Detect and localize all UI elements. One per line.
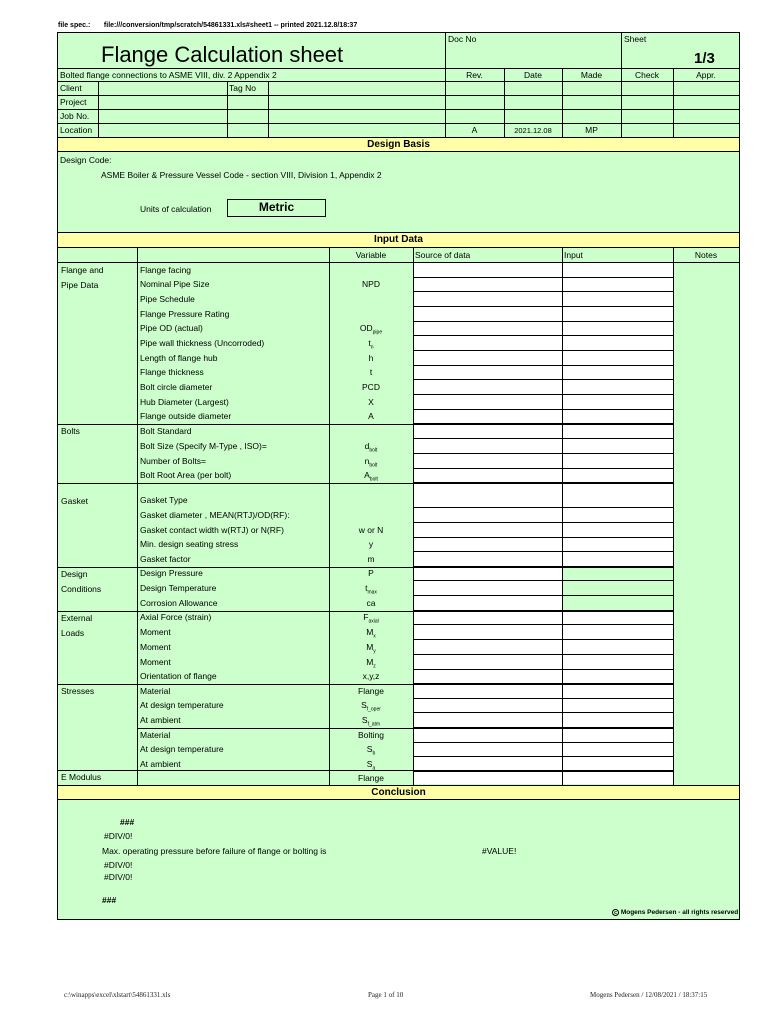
row-label: Gasket Type [140,495,188,505]
units-value[interactable]: Metric [227,199,326,217]
design-code-value: ASME Boiler & Pressure Vessel Code - section VIII, Division 1, Appendix 2 [101,170,382,180]
conclusion-heading: Conclusion [58,785,739,800]
source-cell[interactable] [414,440,561,452]
tag-label: Tag No [229,83,256,93]
source-cell[interactable] [414,509,561,521]
source-cell[interactable] [414,626,561,638]
row-variable-symbol: Bolting [358,730,384,740]
source-cell[interactable] [414,729,561,741]
source-cell[interactable] [414,524,561,536]
row-variable [329,628,413,640]
row-variable [329,324,413,336]
source-cell[interactable] [414,352,561,364]
check-label: Check [634,70,660,80]
row-variable [329,760,413,772]
row-label: Orientation of flange [140,671,217,681]
group-flange-pipe-1: Flange and [61,265,104,275]
row-variable [329,731,413,743]
group-flange-pipe-2: Pipe Data [61,280,99,290]
col-source: Source of data [415,250,471,260]
rev-label: Rev. [466,70,483,80]
source-cell[interactable] [414,699,561,711]
row-variable-symbol: PCD [362,382,380,392]
row-variable-symbol: t [369,367,373,377]
source-cell[interactable] [414,366,561,378]
source-cell[interactable] [414,758,561,770]
rev-value: A [471,125,478,135]
row-variable-symbol: P [368,568,374,578]
row-label: Flange outside diameter [140,411,232,421]
source-cell[interactable] [414,322,561,334]
row-label: At ambient [140,715,181,725]
row-variable-symbol: M [366,642,374,652]
col-variable: Variable [355,250,387,260]
row-label: Flange Pressure Rating [140,309,230,319]
row-variable [329,569,413,581]
project-label: Project [60,97,87,107]
copyright-icon: c [612,909,619,916]
row-label: Material [140,730,171,740]
row-variable-symbol: w or N [358,525,384,535]
row-variable [329,701,413,713]
source-cell[interactable] [414,772,561,784]
row-variable-symbol: M [366,657,374,667]
row-label: Flange facing [140,265,192,275]
row-variable-symbol: ca [366,598,376,608]
row-variable-symbol: S [366,744,373,754]
row-label: At design temperature [140,700,224,710]
row-variable-symbol: M [366,627,374,637]
source-cell[interactable] [414,582,561,594]
row-variable [329,280,413,292]
group-external-1: External [61,613,93,623]
conclusion-line2: #DIV/0! [104,831,133,841]
row-variable-symbol: m [367,554,375,564]
row-variable [329,716,413,728]
row-variable [329,442,413,454]
row-variable-symbol: A [368,411,374,421]
row-variable [329,457,413,469]
source-cell[interactable] [414,597,561,609]
source-cell[interactable] [414,410,561,422]
row-variable [329,412,413,424]
client-label: Client [60,83,82,93]
row-variable-symbol: S [366,759,373,769]
row-variable-symbol: X [368,397,374,407]
group-external-2: Loads [61,628,85,638]
row-label: Design Temperature [140,583,217,593]
row-label: Hub Diameter (Largest) [140,397,229,407]
row-variable-subscript: f_oper [366,706,381,713]
row-label: At ambient [140,759,181,769]
row-variable-symbol: h [368,353,374,363]
row-label: Length of flange hub [140,353,218,363]
row-variable [329,672,413,684]
source-cell[interactable] [414,743,561,755]
location-label: Location [60,125,93,135]
group-stresses: Stresses [61,686,95,696]
conclusion-line1: ### [120,817,135,827]
row-variable-subscript: max [367,589,377,596]
row-variable-symbol: S [361,700,367,710]
row-variable [329,339,413,351]
row-variable-symbol: t [365,583,368,593]
row-variable [329,471,413,483]
row-variable-symbol: NPD [362,279,380,289]
footer-page: Page 1 of 10 [368,991,404,999]
units-label: Units of calculation [140,204,212,214]
file-spec-label: file spec.: [58,22,91,29]
source-cell[interactable] [414,381,561,393]
row-label: Axial Force (strain) [140,612,212,622]
source-cell[interactable] [414,538,561,550]
col-input: Input [564,250,583,260]
row-variable-subscript: z [373,663,376,670]
row-label: Moment [140,642,171,652]
date-label: Date [524,70,542,80]
source-cell[interactable] [414,278,561,290]
row-label: Bolt Root Area (per bolt) [140,470,232,480]
row-variable [329,687,413,699]
row-variable-subscript: y [373,648,376,655]
col-notes: Notes [694,250,718,260]
copyright-text: Mogens Pedersen - all rights reserved [620,909,739,916]
source-cell[interactable] [414,567,561,579]
file-spec-path: file:///conversion/tmp/scratch/54861331.xls#sheet1 -- printed 2021.12.8/18:37 [103,22,358,29]
conclusion-line5: #DIV/0! [104,872,133,882]
group-emodulus: E Modulus [61,772,102,782]
footer-author: Mogens Pedersen / 12/08/2021 / 18:37:15 [590,991,708,999]
row-label: Material [140,686,171,696]
row-variable [329,584,413,596]
row-variable [329,383,413,395]
copyright [612,909,738,917]
row-variable-symbol: S [361,715,368,725]
source-cell[interactable] [414,469,561,481]
row-variable-symbol: n [364,456,370,466]
row-label: Moment [140,627,171,637]
row-label: Bolt circle diameter [140,382,213,392]
source-cell[interactable] [414,670,561,682]
source-cell[interactable] [414,293,561,305]
group-design-1: Design [61,569,88,579]
row-variable-symbol: F [363,612,369,622]
source-cell[interactable] [414,553,561,565]
row-variable-symbol: Flange [358,773,384,783]
group-gasket: Gasket [61,496,88,506]
row-variable-symbol: y [368,539,374,549]
date-value: 2021.12.08 [514,126,552,135]
file-spec [58,22,357,29]
row-variable [329,774,413,786]
source-cell[interactable] [414,494,561,506]
row-variable-subscript: bolt [369,447,378,454]
row-label: Gasket factor [140,554,191,564]
row-variable-symbol: x,y,z [362,671,380,681]
source-cell[interactable] [414,455,561,467]
source-cell[interactable] [414,641,561,653]
source-cell[interactable] [414,264,561,276]
row-variable [329,555,413,567]
source-cell[interactable] [414,308,561,320]
made-label: Made [580,70,603,80]
input-data-heading: Input Data [58,232,739,248]
appr-label: Appr. [696,70,716,80]
row-variable-subscript: a [372,765,376,772]
conclusion-max-value: #VALUE! [482,846,517,856]
sheet-value: 1/3 [694,50,715,67]
row-variable-symbol: d [364,441,370,451]
row-variable [329,658,413,670]
made-value: MP [585,125,598,135]
row-variable [329,398,413,410]
conclusion-line6: ### [102,895,117,905]
row-label: Pipe OD (actual) [140,323,203,333]
source-cell[interactable] [414,656,561,668]
footer-path: c:\winapps\excel\xlstart\54861331.xls [64,991,171,999]
row-label: Moment [140,657,171,667]
source-cell[interactable] [414,611,561,623]
row-variable [329,540,413,552]
conclusion-line4: #DIV/0! [104,860,133,870]
row-label: Bolt Size (Specify M-Type , ISO)= [140,441,267,451]
sheet-label: Sheet [624,34,647,44]
group-design-2: Conditions [61,584,102,594]
row-variable-subscript: b [372,750,376,757]
source-cell[interactable] [414,685,561,697]
row-label: Pipe wall thickness (Uncorroded) [140,338,265,348]
row-variable-subscript: n [370,344,374,351]
row-label: Gasket contact width w(RTJ) or N(RF) [140,525,284,535]
row-label: Bolt Standard [140,426,192,436]
row-label: Nominal Pipe Size [140,279,210,289]
group-bolts: Bolts [61,426,80,436]
conclusion-max-label: Max. operating pressure before failure of flange or bolting is [102,846,327,856]
row-variable [329,354,413,366]
row-variable-symbol: A [364,470,370,480]
row-variable-symbol: OD [359,323,373,333]
row-variable [329,613,413,625]
design-basis-heading: Design Basis [58,137,739,152]
row-variable [329,643,413,655]
row-variable-symbol: t [368,338,371,348]
design-code-label: Design Code: [60,155,112,165]
row-label: Pipe Schedule [140,294,195,304]
row-label: Flange thickness [140,367,204,377]
page-title: Flange Calculation sheet [101,42,344,67]
row-variable-subscript: x [373,633,376,640]
row-label: Gasket diameter , MEAN(RTJ)/OD(RF): [140,510,290,520]
job-label: Job No. [60,111,90,121]
row-label: At design temperature [140,744,224,754]
row-variable-subscript: bolt [369,462,378,469]
subtitle: Bolted flange connections to ASME VIII, div. 2 Appendix 2 [60,70,277,80]
row-variable-symbol: Flange [358,686,384,696]
row-variable [329,599,413,611]
row-variable [329,745,413,757]
row-variable [329,526,413,538]
row-label: Design Pressure [140,568,203,578]
row-label: Number of Bolts= [140,456,206,466]
source-cell[interactable] [414,714,561,726]
row-label: Min. design seating stress [140,539,239,549]
source-cell[interactable] [414,425,561,437]
row-variable-subscript: bolt [369,476,378,483]
row-variable-subscript: f_atm [367,721,381,728]
row-label: Corrosion Allowance [140,598,218,608]
source-cell[interactable] [414,337,561,349]
doc-no-label: Doc No [448,34,477,44]
row-variable [329,368,413,380]
row-variable-subscript: axial [368,618,379,625]
row-variable-subscript: pipe [372,329,383,336]
source-cell[interactable] [414,396,561,408]
